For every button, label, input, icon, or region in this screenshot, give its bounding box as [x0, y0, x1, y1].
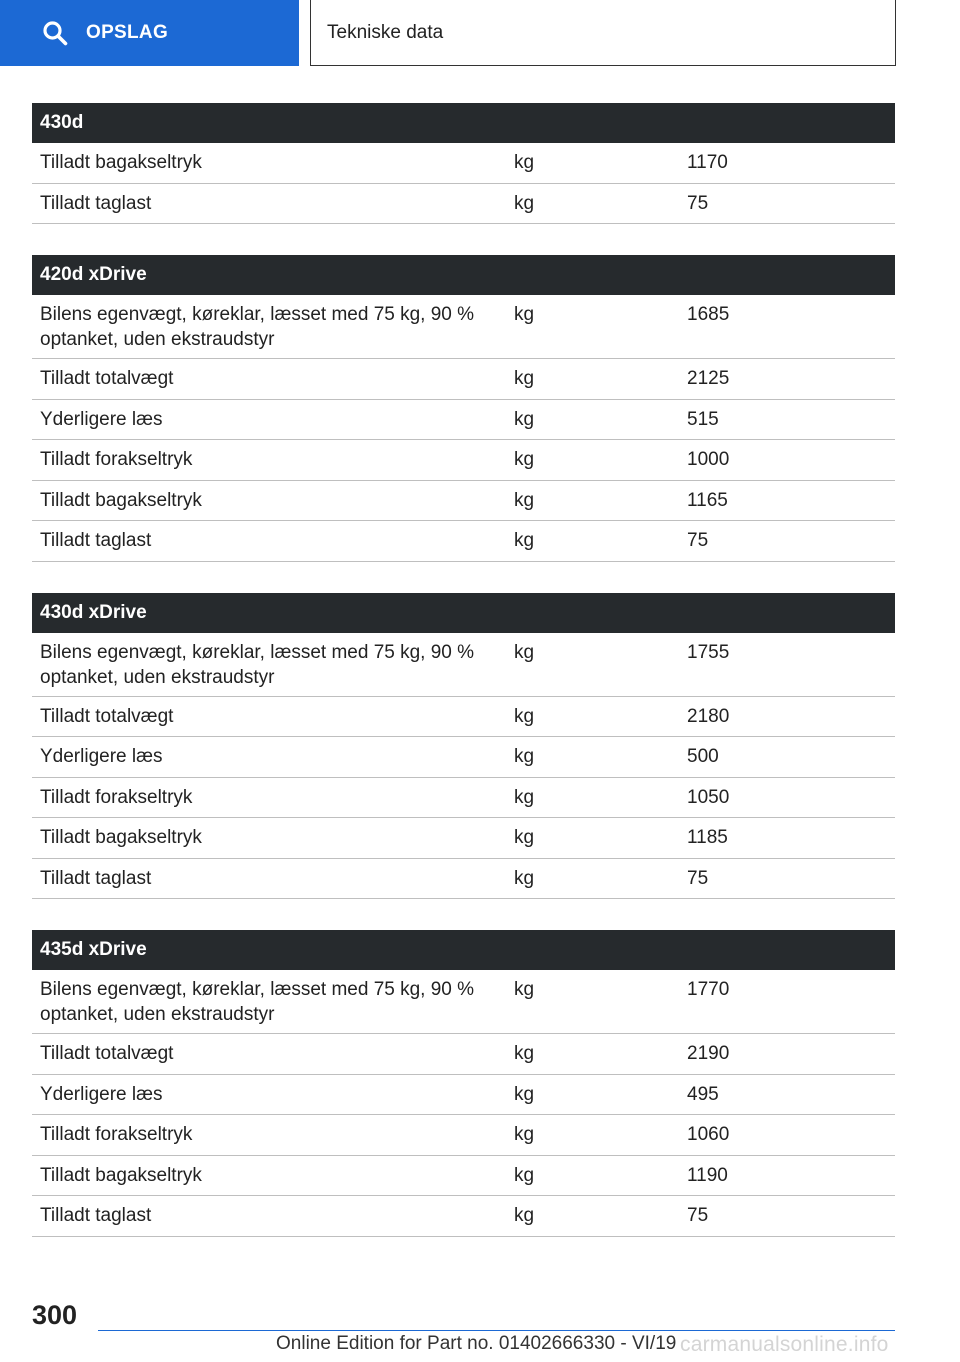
search-button[interactable]	[0, 0, 299, 66]
row-label: Tilladt taglast	[40, 1205, 152, 1227]
row-unit: kg	[514, 1083, 535, 1105]
table-row	[32, 359, 895, 400]
row-label: Bilens egenvægt, køreklar, læsset med 75 kg, 90 % optanket, uden ekstraudstyr	[40, 641, 475, 688]
spec-table	[32, 255, 895, 562]
table-row	[32, 1034, 895, 1075]
table-row	[32, 295, 895, 359]
watermark: carmanualsonline.info	[680, 1333, 889, 1356]
row-unit: kg	[514, 192, 535, 214]
row-value: 1165	[687, 489, 728, 511]
row-label: Tilladt totalvægt	[40, 368, 174, 390]
spec-table-title: 435d xDrive	[32, 930, 895, 970]
row-value: 1000	[687, 449, 730, 471]
row-unit: kg	[514, 867, 535, 889]
row-label: Tilladt totalvægt	[40, 1043, 174, 1065]
row-unit: kg	[514, 1124, 535, 1146]
table-row	[32, 184, 895, 225]
row-label: Bilens egenvægt, køreklar, læsset med 75 kg, 90 % optanket, uden ekstraudstyr	[40, 304, 475, 350]
row-label: Tilladt taglast	[40, 867, 152, 889]
row-value: 2190	[687, 1043, 730, 1065]
table-row	[32, 521, 895, 562]
spec-table	[32, 103, 895, 224]
row-value: 1755	[687, 641, 730, 663]
row-label: Bilens egenvægt, køreklar, læsset med 75 kg, 90 % optanket, uden ekstraudstyr	[40, 979, 475, 1025]
table-row	[32, 400, 895, 441]
row-label: Tilladt taglast	[40, 192, 152, 214]
table-row	[32, 737, 895, 778]
row-label: Yderligere læs	[40, 746, 163, 768]
row-value: 1190	[687, 1164, 728, 1186]
spec-table	[32, 593, 895, 900]
row-value: 515	[687, 408, 719, 430]
row-label: Tilladt forakseltryk	[40, 786, 193, 808]
row-unit: kg	[514, 368, 535, 390]
table-row	[32, 143, 895, 184]
row-value: 500	[687, 746, 719, 768]
row-value: 1685	[687, 304, 730, 325]
row-unit: kg	[514, 408, 535, 430]
row-value: 2180	[687, 705, 730, 727]
row-unit: kg	[514, 489, 535, 511]
row-value: 2125	[687, 368, 730, 390]
spec-table-title: 430d	[32, 103, 895, 143]
technical-data-tables	[32, 103, 895, 1268]
row-unit: kg	[514, 827, 535, 849]
row-unit: kg	[514, 449, 535, 471]
row-unit: kg	[514, 1164, 535, 1186]
row-value: 75	[687, 192, 709, 214]
row-unit: kg	[514, 530, 535, 552]
row-unit: kg	[514, 979, 535, 1000]
row-label: Tilladt forakseltryk	[40, 1124, 193, 1146]
table-row	[32, 1115, 895, 1156]
spec-table	[32, 930, 895, 1237]
section-tab-technical-data[interactable]	[310, 0, 896, 66]
row-value: 1170	[687, 152, 728, 174]
row-unit: kg	[514, 705, 535, 727]
table-row	[32, 1196, 895, 1237]
row-value: 1060	[687, 1124, 730, 1146]
row-value: 1770	[687, 979, 730, 1000]
section-title: Tekniske data	[327, 21, 444, 43]
row-unit: kg	[514, 746, 535, 768]
row-label: Tilladt forakseltryk	[40, 449, 193, 471]
table-row	[32, 1075, 895, 1116]
row-unit: kg	[514, 1205, 535, 1227]
row-label: Tilladt taglast	[40, 530, 152, 552]
row-label: Yderligere læs	[40, 408, 163, 430]
top-navigation	[0, 0, 960, 66]
spec-table-title: 430d xDrive	[32, 593, 895, 633]
table-row	[32, 481, 895, 522]
table-row	[32, 1156, 895, 1197]
row-unit: kg	[514, 152, 535, 174]
row-value: 75	[687, 530, 709, 552]
spec-table-title: 420d xDrive	[32, 255, 895, 295]
table-row	[32, 697, 895, 738]
table-row	[32, 818, 895, 859]
row-unit: kg	[514, 1043, 535, 1065]
table-row	[32, 440, 895, 481]
row-value: 1185	[687, 827, 728, 849]
row-value: 75	[687, 867, 709, 889]
edition-info: Online Edition for Part no. 01402666330 - VI/19	[276, 1333, 677, 1354]
row-label: Tilladt totalvægt	[40, 705, 174, 727]
row-value: 495	[687, 1083, 719, 1105]
search-label: OPSLAG	[86, 22, 169, 43]
row-unit: kg	[514, 786, 535, 808]
row-value: 75	[687, 1205, 709, 1227]
table-row	[32, 633, 895, 697]
row-label: Tilladt bagakseltryk	[40, 152, 202, 174]
page-number: 300	[32, 1300, 78, 1330]
row-unit: kg	[514, 304, 535, 325]
row-label: Yderligere læs	[40, 1083, 163, 1105]
footer-divider	[98, 1330, 895, 1331]
row-value: 1050	[687, 786, 730, 808]
search-icon	[42, 20, 68, 46]
row-label: Tilladt bagakseltryk	[40, 827, 202, 849]
table-row	[32, 970, 895, 1034]
row-label: Tilladt bagakseltryk	[40, 489, 202, 511]
table-row	[32, 778, 895, 819]
row-unit: kg	[514, 641, 535, 663]
row-label: Tilladt bagakseltryk	[40, 1164, 202, 1186]
table-row	[32, 859, 895, 900]
